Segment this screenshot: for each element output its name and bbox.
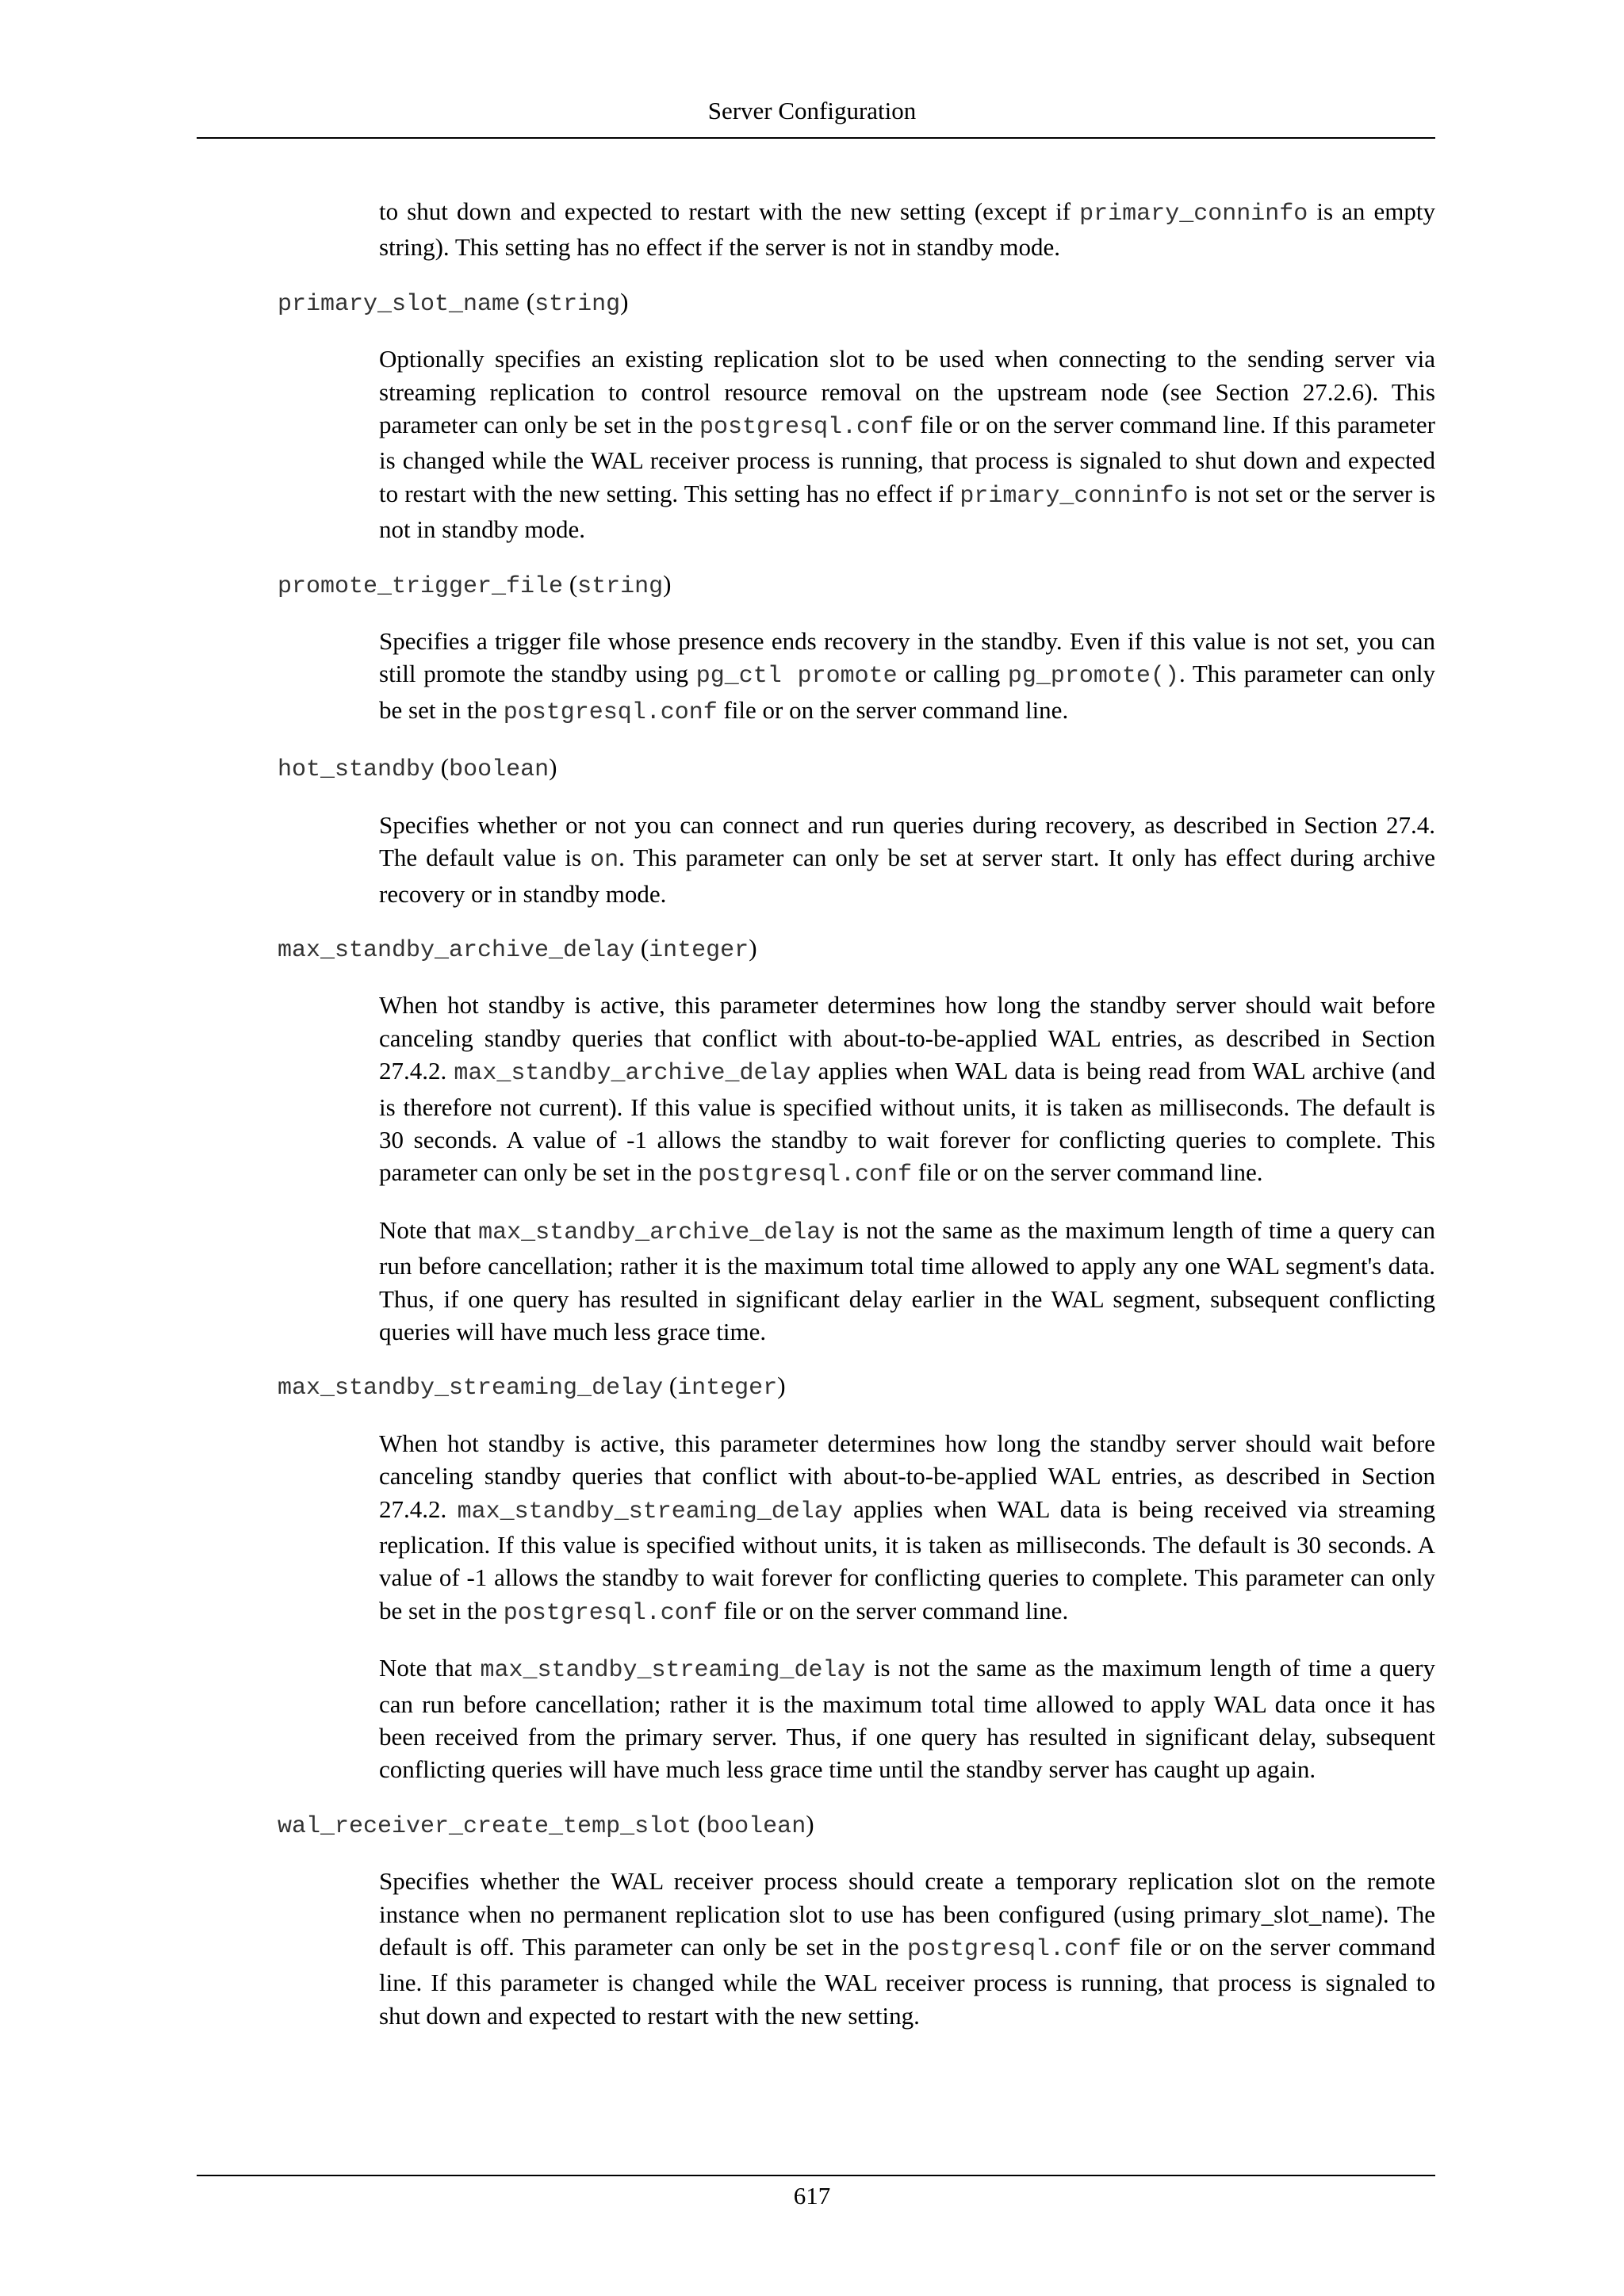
param-note-max-standby-archive-delay: Note that max_standby_archive_delay is not the same as the maximum length of time a query can run before cancellation; rather it is the maximum total time allowed to apply any one WAL segment's data. Thus, if one query has resulted in significant delay earlier in the WAL segment, subsequent conflicting queries will have much less grace time. [379,1215,1436,1345]
footer-divider [197,2175,1435,2176]
header-divider [197,137,1435,139]
inline-code: primary_conninfo [1079,201,1308,228]
document-body [278,195,1436,2032]
param-desc-promote-trigger-file: Specifies a trigger file whose presence ends recovery in the standby. Even if this value is not set, you can still promote the standby using pg_ctl promote or calling pg_promote(). This parameter can only be set in the postgresql.conf file or on the server command line. [379,627,1436,726]
param-desc-max-standby-streaming-delay: When hot standby is active, this parameter determines how long the standby server should wait before canceling standby queries that conflict with about-to-be-applied WAL entries, as described in Section 27.4.2. max_standby_streaming_delay applies when WAL data is being received via streaming replication. If this value is specified without units, it is taken as milliseconds. The default is 30 seconds. A value of -1 allows the standby to wait forever for conflicting queries to complete. This parameter can only be set in the postgresql.conf file or on the server command line. [379,1429,1435,1627]
param-term-hot-standby: hot_standby (boolean) [278,753,557,784]
page-header-title: Server Configuration [707,97,917,124]
param-desc-primary-slot-name: Optionally specifies an existing replication slot to be used when connecting to the sending server via streaming replication to control resource removal on the upstream node (see Section 27.2.6). This parameter can only be set in the postgresql.conf file or on the server command line. If this parameter is changed while the WAL receiver process is running, that process is signaled to shut down and expected to restart with the new setting. This setting has no effect if primary_conninfo is not set or the server is not in standby mode. [379,345,1436,544]
param-term-promote-trigger-file: promote_trigger_file (string) [278,569,672,600]
param-term-primary-slot-name: primary_slot_name (string) [278,287,629,318]
param-desc-hot-standby: Specifies whether or not you can connect and run queries during recovery, as described in Section 27.4. The default value is on. This parameter can only be set at server start. It only has effect during archive recovery or in standby mode. [379,810,1435,908]
param-term-wal-receiver-create-temp-slot: wal_receiver_create_temp_slot (boolean) [278,1809,814,1840]
continued-paragraph: to shut down and expected to restart with the new setting (except if primary_conninfo is an empty string). This setting has no effect if the server is not in standby mode. [379,197,1435,262]
param-desc-wal-receiver-create-temp-slot: Specifies whether the WAL receiver process should create a temporary replication slot on the remote instance when no permanent replication slot to use has been configured (using primary_slot_name). The default is off. This parameter can only be set in the postgresql.conf file or on the server command line. If this parameter is changed while the WAL receiver process is running, that process is signaled to shut down and expected to restart with the new setting. [379,1867,1435,2030]
page-number: 617 [793,2182,831,2210]
param-term-max-standby-streaming-delay: max_standby_streaming_delay (integer) [278,1372,786,1402]
param-note-max-standby-streaming-delay: Note that max_standby_streaming_delay is not the same as the maximum length of time a query can run before cancellation; rather it is the maximum total time allowed to apply WAL data once it has been received from the primary server. Thus, if one query has resulted in significant delay, subsequent conflicting queries will have much less grace time until the standby server has caught up again. [379,1654,1435,1784]
param-term-max-standby-archive-delay: max_standby_archive_delay (integer) [278,933,757,964]
param-desc-max-standby-archive-delay: When hot standby is active, this parameter determines how long the standby server should wait before canceling standby queries that conflict with about-to-be-applied WAL entries, as described in Section 27.4.2. max_standby_archive_delay applies when WAL data is being read from WAL archive (and is therefore not current). If this value is specified without units, it is taken as milliseconds. The default is 30 seconds. A value of -1 allows the standby to wait forever for conflicting queries to complete. This parameter can only be set in the postgresql.conf file or on the server command line. [379,991,1436,1189]
